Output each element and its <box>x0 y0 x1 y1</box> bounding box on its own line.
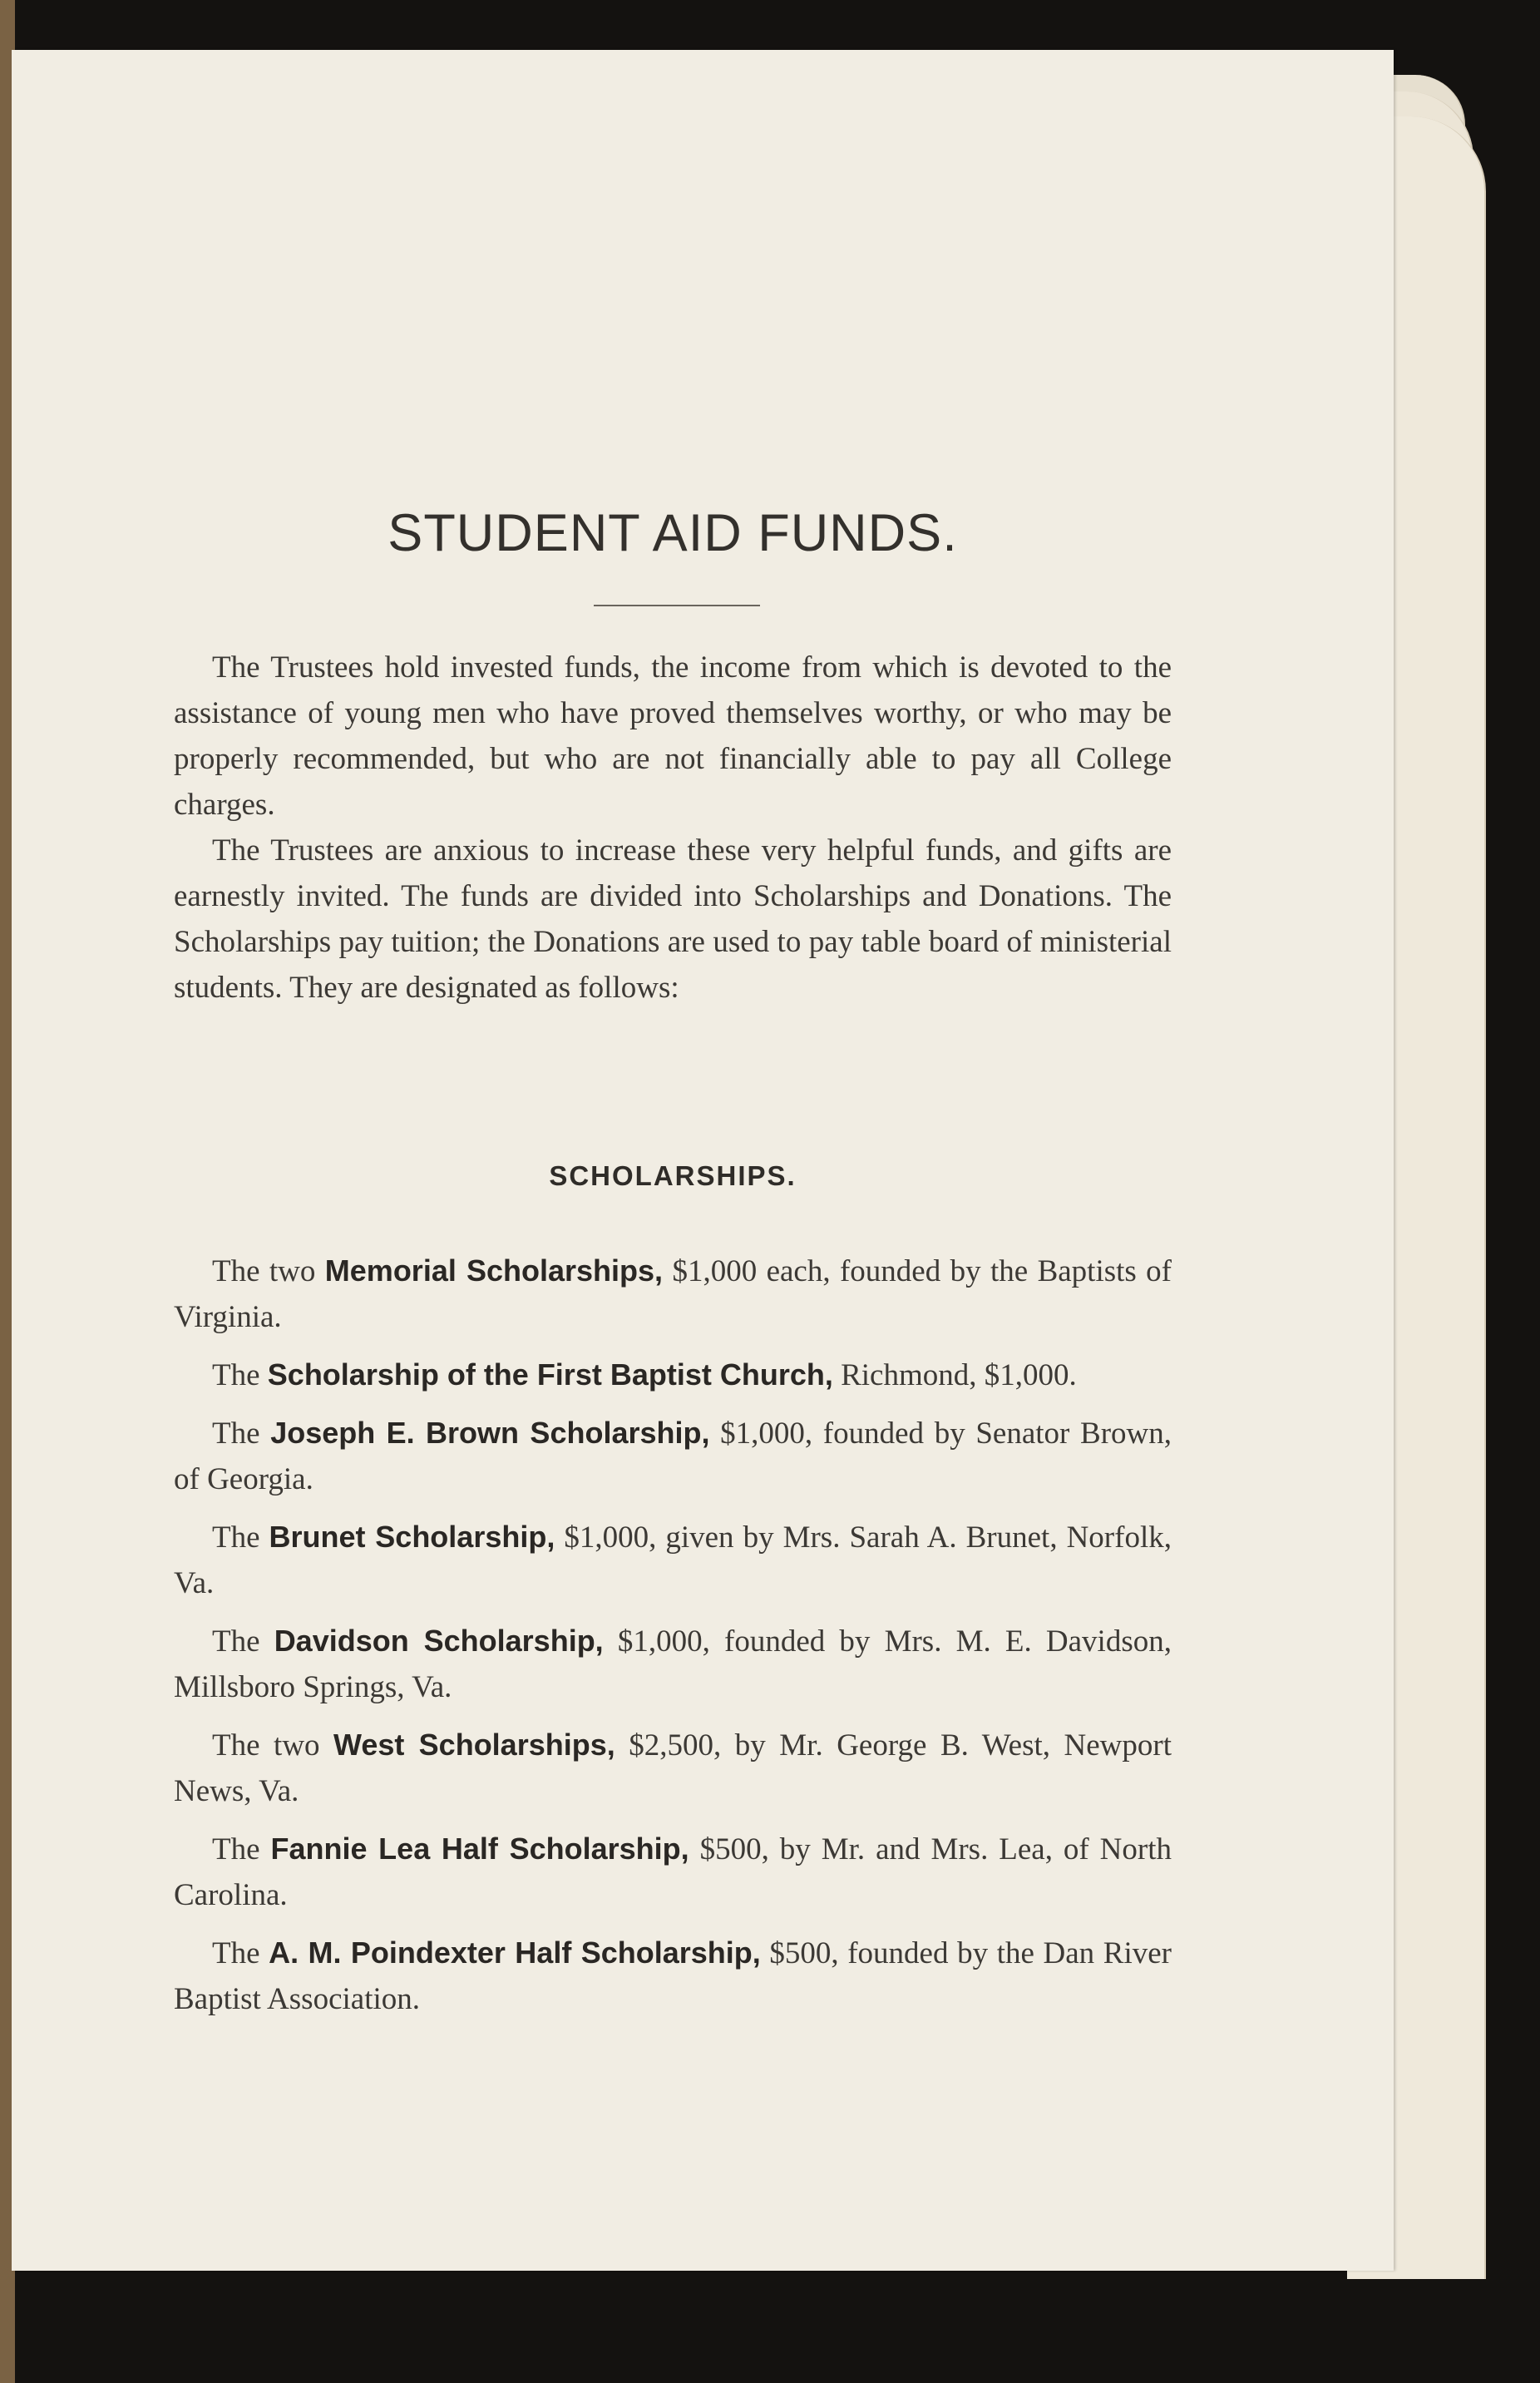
entry-prefix: The <box>212 1832 271 1866</box>
entry-prefix: The <box>212 1936 269 1970</box>
entry-details: $500, by Mr. and Mrs. Lea, of North Carolina. <box>174 1832 1172 1912</box>
intro-text <box>174 645 1172 1011</box>
scholarship-entry <box>174 1930 1172 2022</box>
scholarship-entry <box>174 1352 1172 1398</box>
scholarship-name: Scholarship of the First Baptist Church, <box>267 1357 833 1392</box>
intro-paragraph: The Trustees hold invested funds, the income from which is devoted to the assistance of young men who have proved themselves worthy, or who may be properly recommended, but who are not financially able to pay all College charges. <box>174 650 1172 822</box>
entry-details: Richmond, $1,000. <box>832 1358 1077 1392</box>
scholarship-name: Brunet Scholarship, <box>269 1520 555 1554</box>
scholarship-entry <box>174 1826 1172 1918</box>
entry-details: $1,000 each, founded by the Baptists of Virginia. <box>174 1254 1172 1334</box>
intro-paragraph: The Trustees are anxious to increase these very helpful funds, and gifts are earnestly invited. The funds are divided into Scholarships and Donations. The Scholarships pay tuition; the Donations are used to pay table board of ministerial students. They are designated as follows: <box>174 833 1172 1005</box>
scholarship-entry <box>174 1248 1172 1340</box>
entry-details: $1,000, given by Mrs. Sarah A. Brunet, Norfolk, Va. <box>174 1520 1172 1600</box>
title-rule <box>594 605 760 606</box>
entry-prefix: The <box>212 1624 274 1659</box>
scholarship-entry <box>174 1514 1172 1606</box>
scholarship-entry <box>174 1722 1172 1814</box>
entry-details: $2,500, by Mr. George B. West, Newport News, Va. <box>174 1728 1172 1808</box>
scholarship-name: Fannie Lea Half Scholarship, <box>270 1832 689 1866</box>
scholarship-name: West Scholarships, <box>333 1728 615 1762</box>
section-heading: SCHOLARSHIPS. <box>549 1160 797 1191</box>
book-page <box>12 50 1394 2271</box>
entry-prefix: The two <box>212 1254 325 1288</box>
entry-details: $500, founded by the Dan River Baptist Association. <box>174 1936 1172 2016</box>
entry-prefix: The <box>212 1520 269 1555</box>
scholarship-name: Memorial Scholarships, <box>324 1253 664 1288</box>
entry-prefix: The two <box>212 1728 334 1763</box>
entry-prefix: The <box>212 1358 268 1392</box>
scholarship-name: A. M. Poindexter Half Scholarship, <box>269 1936 761 1970</box>
page-title: STUDENT AID FUNDS. <box>387 504 958 562</box>
scholarship-name: Davidson Scholarship, <box>274 1624 604 1658</box>
scholarship-name: Joseph E. Brown Scholarship, <box>270 1416 710 1450</box>
scholarship-list <box>174 1248 1172 2034</box>
scholarship-entry <box>174 1618 1172 1710</box>
entry-prefix: The <box>212 1416 271 1451</box>
entry-details: $1,000, founded by Senator Brown, of Georgia. <box>174 1416 1172 1496</box>
entry-details: $1,000, founded by Mrs. M. E. Davidson, Millsboro Springs, Va. <box>174 1624 1172 1704</box>
scholarship-entry <box>174 1410 1172 1502</box>
